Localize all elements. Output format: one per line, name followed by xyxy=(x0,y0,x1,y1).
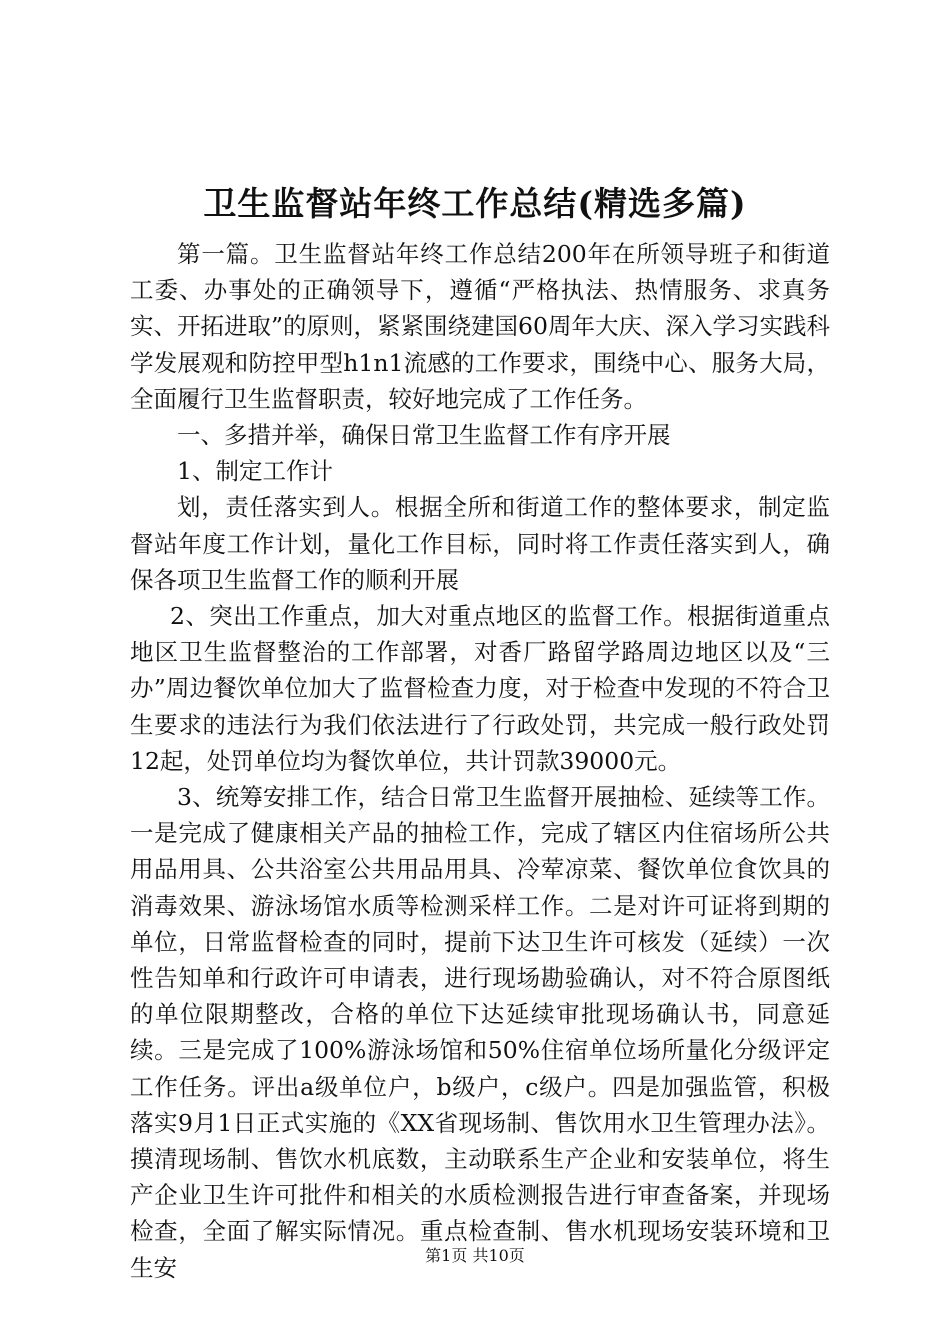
paragraph-intro: 第一篇。卫生监督站年终工作总结200年在所领导班子和街道工委、办事处的正确领导下，遵循“严格执法、热情服务、求真务实、开拓进取”的原则，紧紧围绕建国60周年大庆、深入学习实践科学发展观和防控甲型h1n1流感的工作要求，围绕中心、服务大局，全面履行卫生监督职责，较好地完成了工作任务。 xyxy=(130,240,830,413)
document-title: 卫生监督站年终工作总结(精选多篇) xyxy=(203,184,747,223)
paragraph-plan: 划，责任落实到人。根据全所和街道工作的整体要求，制定监督站年度工作计划，量化工作目标，同时将工作责任落实到人，确保各项卫生监督工作的顺利开展 xyxy=(130,493,830,594)
subheading-1: 1、制定工作计 xyxy=(177,457,333,486)
document-body xyxy=(130,236,830,1286)
paragraph-overall: 3、统筹安排工作，结合日常卫生监督开展抽检、延续等工作。一是完成了健康相关产品的抽检工作，完成了辖区内住宿场所公共用品用具、公共浴室公共用品用具、冷荤凉菜、餐饮单位食饮具的消毒效果、游泳场馆水质等检测采样工作。二是对许可证将到期的单位，日常监督检查的同时，提前下达卫生许可核发（延续）一次性告知单和行政许可申请表，进行现场勘验确认，对不符合原图纸的单位限期整改，合格的单位下达延续审批现场确认书，同意延续。三是完成了100%游泳场馆和50%住宿单位场所量化分级评定工作任务。评出a级单位户，b级户，c级户。四是加强监管，积极落实9月1日正式实施的《XX省现场制、售饮用水卫生管理办法》。摸清现场制、售饮水机底数，主动联系生产企业和安装单位，将生产企业卫生许可批件和相关的水质检测报告进行审查备案，并现场检查，全面了解实际情况。重点检查制、售水机现场安装环境和卫生安 xyxy=(130,783,830,1282)
paragraph-focus: 2、突出工作重点，加大对重点地区的监督工作。根据街道重点地区卫生监督整治的工作部署，对香厂路留学路周边地区以及“三办”周边餐饮单位加大了监督检查力度，对于检查中发现的不符合卫生要求的违法行为我们依法进行了行政处罚，共完成一般行政处罚12起，处罚单位均为餐饮单位，共计罚款39000元。 xyxy=(130,602,830,775)
page-footer: 第1页 共10页 xyxy=(425,1246,525,1265)
section-heading-1: 一、多措并举，确保日常卫生监督工作有序开展 xyxy=(177,421,671,450)
